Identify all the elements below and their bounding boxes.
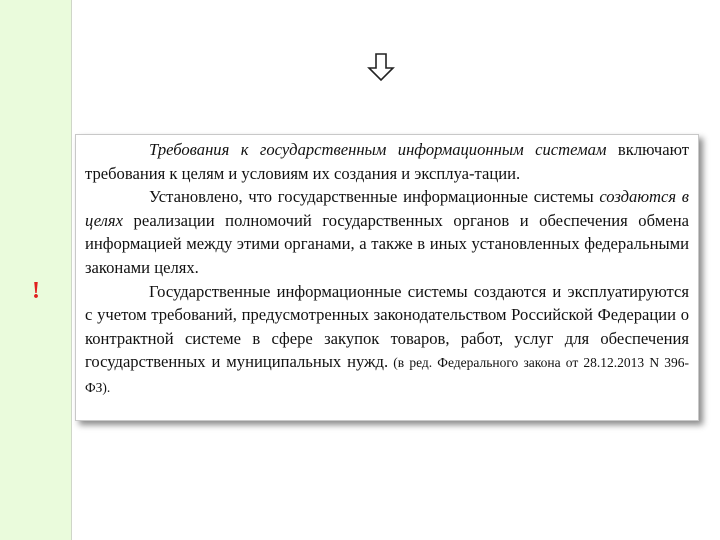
paragraph-operation bbox=[85, 280, 689, 400]
paragraph-requirements bbox=[85, 138, 689, 185]
purpose-rest: реализации полномочий государственных органов и обеспечения обмена информацией между этими органами, а также в иных установленных федеральными законами целях. bbox=[85, 210, 689, 277]
purpose-start: Установлено, что государственные информационные системы bbox=[149, 187, 600, 207]
down-arrow-icon bbox=[366, 52, 396, 82]
purpose-italic: создаются в целях bbox=[85, 187, 689, 230]
operation-main: Государственные информационные системы создаются и эксплуатируются с учетом требований, предусмотренных законодательством Российской Федерации о контрактной системе в сфере закупок товаров, работ, услуг для обеспечения государственных и муниципальных нужд. bbox=[85, 281, 689, 372]
requirements-text-box bbox=[75, 134, 699, 421]
paragraph-purpose bbox=[85, 185, 689, 279]
requirements-rest: включают требования к целям и условиям их создания и эксплуа-тации. bbox=[85, 140, 689, 183]
exclamation-mark: ! bbox=[32, 278, 40, 304]
law-reference-note: (в ред. Федерального закона от 28.12.2013 N 396-ФЗ). bbox=[85, 355, 689, 395]
left-sidebar-band bbox=[0, 0, 72, 540]
requirements-italic: Требования к государственным информационным системам bbox=[149, 140, 607, 159]
